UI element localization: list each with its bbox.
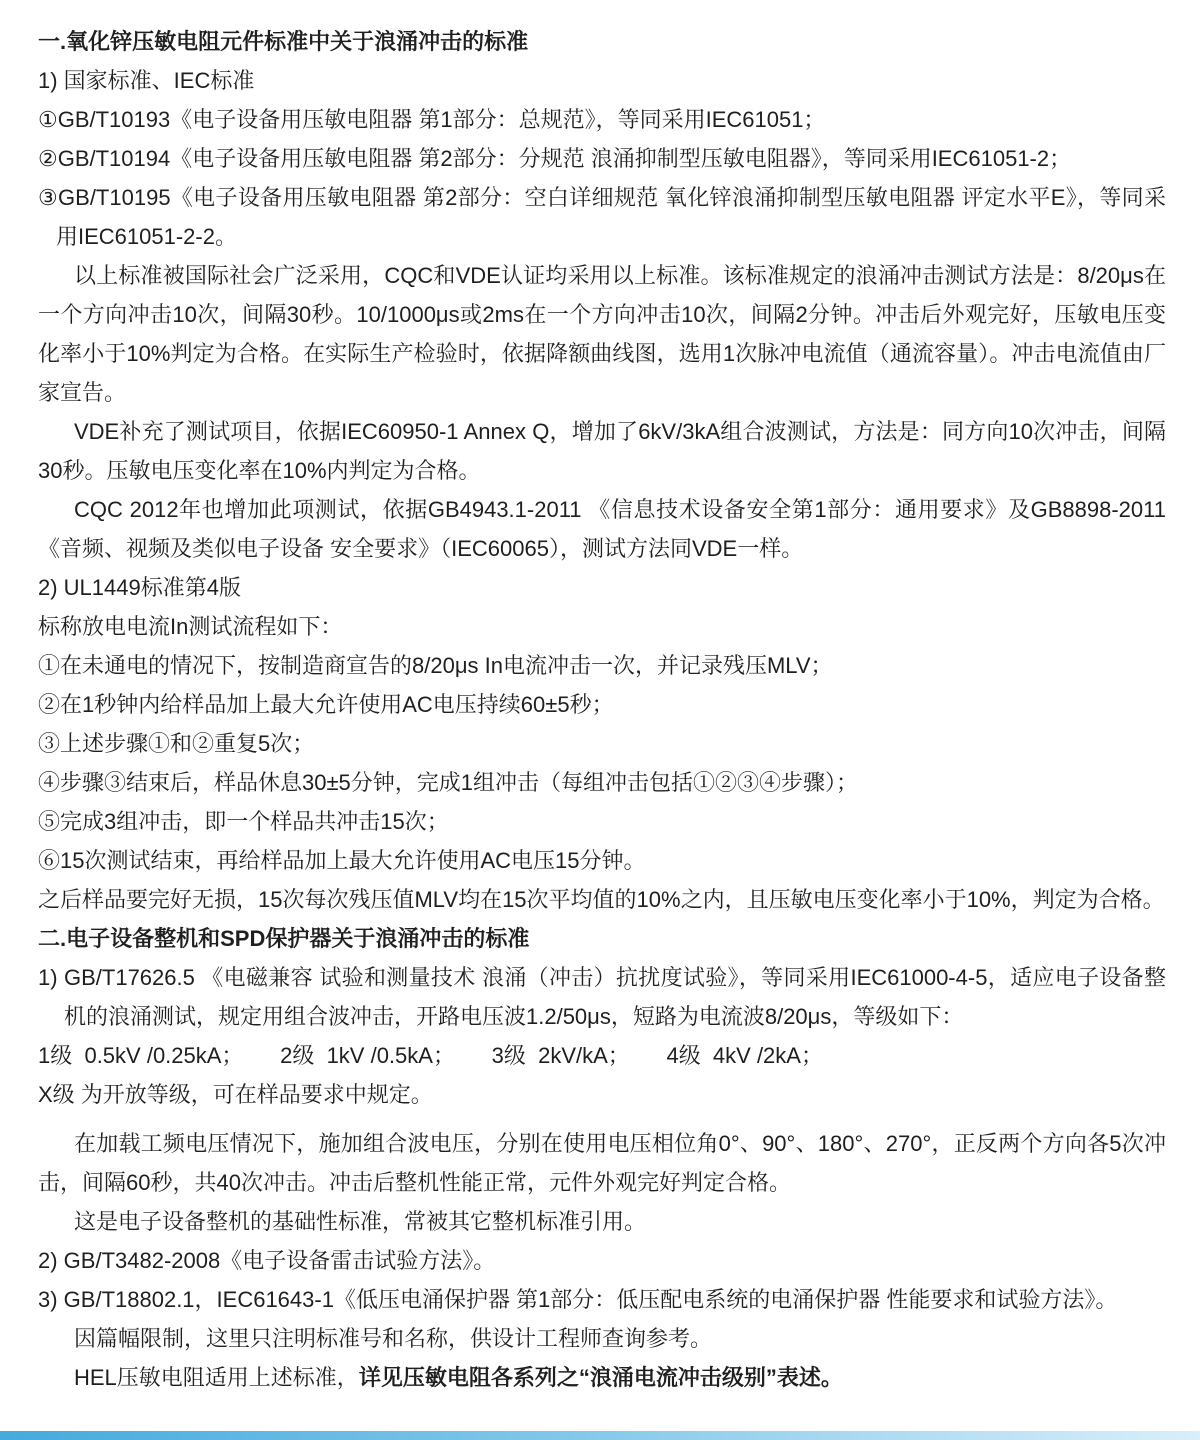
paragraph: 这是电子设备整机的基础性标准，常被其它整机标准引用。 [74,1209,647,1234]
paragraph: ④步骤③结束后，样品休息30±5分钟，完成1组冲击（每组冲击包括①②③④步骤）； [38,770,859,795]
footer-accent-bar [0,1431,1200,1440]
paragraph: 因篇幅限制，这里只注明标准号和名称，供设计工程师查询参考。 [74,1326,713,1351]
paragraph: ③GB/T10195《电子设备用压敏电阻器 第2部分：空白详细规范 氧化锌浪涌抑制型压敏电阻器 评定水平E》，等同采用IEC61051-2-2。 [38,185,1166,249]
paragraph: ①在未通电的情况下，按制造商宣告的8/20μs In电流冲击一次，并记录残压MLV； [38,653,833,678]
paragraph: X级 为开放等级，可在样品要求中规定。 [38,1082,433,1107]
paragraph: ⑤完成3组冲击，即一个样品共冲击15次； [38,809,449,834]
paragraph: ①GB/T10193《电子设备用压敏电阻器 第1部分：总规范》，等同采用IEC61051； [38,107,826,132]
paragraph: 以上标准被国际社会广泛采用，CQC和VDE认证均采用以上标准。该标准规定的浪涌冲击测试方法是：8/20μs在一个方向冲击10次，间隔30秒。10/1000μs或2ms在一个方向冲击10次，间隔2分钟。冲击后外观完好，压敏电压变化率小于10%判定为合格。在实际生产检验时，依据降额曲线图，选用1次脉冲电流值（通流容量）。冲击电流值由厂家宣告。 [38,263,1166,405]
section-heading: 二.电子设备整机和SPD保护器关于浪涌冲击的标准 [38,926,530,951]
paragraph: 之后样品要完好无损，15次每次残压值MLV均在15次平均值的10%之内，且压敏电压变化率小于10%，判定为合格。 [38,887,1165,912]
paragraph [38,1358,1166,1397]
paragraph: 2) GB/T3482-2008《电子设备雷击试验方法》。 [38,1248,496,1273]
paragraph: ②在1秒钟内给样品加上最大允许使用AC电压持续60±5秒； [38,692,614,717]
paragraph: ②GB/T10194《电子设备用压敏电阻器 第2部分：分规范 浪涌抑制型压敏电阻器》，等同采用IEC61051-2； [38,146,1072,171]
paragraph: ⑥15次测试结束，再给样品加上最大允许使用AC电压15分钟。 [38,848,646,873]
emphasized-text: 详见压敏电阻各系列之“浪涌电流冲击级别”表述。 [358,1365,843,1390]
section-heading: 一.氧化锌压敏电阻元件标准中关于浪涌冲击的标准 [38,29,529,54]
paragraph: 标称放电电流In测试流程如下： [38,614,343,639]
paragraph: 2) UL1449标准第4版 [38,575,241,600]
paragraph: VDE补充了测试项目，依据IEC60950-1 Annex Q，增加了6kV/3kA组合波测试，方法是：同方向10次冲击，间隔30秒。压敏电压变化率在10%内判定为合格。 [38,419,1166,483]
paragraph: 1) GB/T17626.5 《电磁兼容 试验和测量技术 浪涌（冲击）抗扰度试验》，等同采用IEC61000-4-5，适应电子设备整机的浪涌测试，规定用组合波冲击，开路电压波1.2/50μs，短路为电流波8/20μs，等级如下： [38,965,1166,1029]
paragraph: 3) GB/T18802.1，IEC61643-1《低压电涌保护器 第1部分：低压配电系统的电涌保护器 性能要求和试验方法》。 [38,1287,1118,1312]
paragraph: CQC 2012年也增加此项测试，依据GB4943.1-2011 《信息技术设备安全第1部分：通用要求》及GB8898-2011《音频、视频及类似电子设备 安全要求》（IEC60065），测试方法同VDE一样。 [38,497,1166,561]
paragraph: 1) 国家标准、IEC标准 [38,68,255,93]
paragraph: ③上述步骤①和②重复5次； [38,731,315,756]
document-body [38,22,1166,1397]
paragraph: 1级 0.5kV /0.25kA； 2级 1kV /0.5kA； 3级 2kV/kA； 4级 4kV /2kA； [38,1043,823,1068]
paragraph: 在加载工频电压情况下，施加组合波电压，分别在使用电压相位角0°、90°、180°、270°，正反两个方向各5次冲击，间隔60秒，共40次冲击。冲击后整机性能正常，元件外观完好判定合格。 [38,1131,1166,1195]
text-run: HEL压敏电阻适用上述标准， [74,1365,359,1390]
